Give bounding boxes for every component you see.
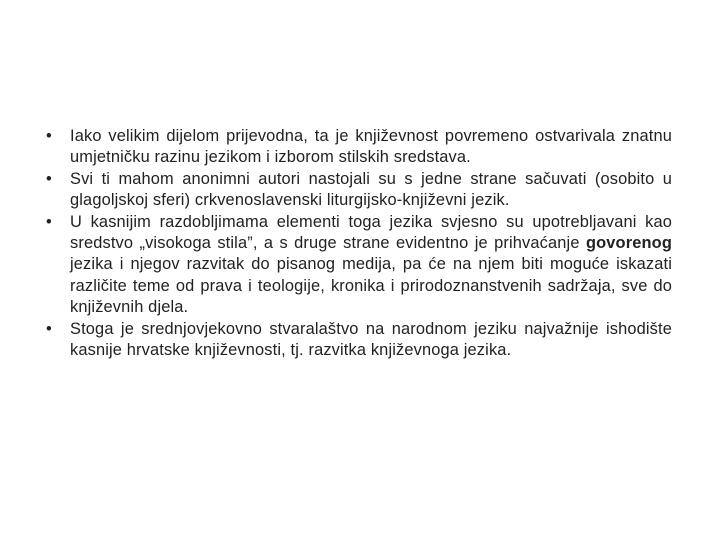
bullet-item bbox=[46, 169, 672, 212]
bullet-text-after: jezika i njegov razvitak do pisanog medija, pa će na njem biti moguće iskazati različite teme od prava i teologije, kronika i prirodoznanstvenih sadržaja, sve do književnih djela. bbox=[70, 255, 672, 317]
slide-content bbox=[46, 126, 672, 361]
bullet-text: Stoga je srednjovjekovno stvaralaštvo na narodnom jeziku najvažnije ishodište kasnije hrvatske književnosti, tj. razvitka književnoga jezika. bbox=[70, 319, 672, 360]
bullet-icon: • bbox=[46, 319, 52, 338]
bullet-item bbox=[46, 212, 672, 319]
bullet-icon: • bbox=[46, 169, 52, 188]
bullet-list bbox=[46, 126, 672, 361]
bullet-text-bold: govorenog bbox=[585, 234, 672, 253]
bullet-text: Iako velikim dijelom prijevodna, ta je književnost povremeno ostvarivala znatnu umjetničku razinu jezikom i izborom stilskih sredstava. bbox=[70, 127, 672, 167]
bullet-text-before: U kasnijim razdobljimama elementi toga jezika svjesno su upotrebljavani kao sredstvo „visokoga stila”, a s druge strane evidentno je prihvaćanje bbox=[70, 212, 672, 253]
bullet-text: Svi ti mahom anonimni autori nastojali su s jedne strane sačuvati (osobito u glagoljskoj sferi) crkvenoslavenski liturgijsko-književni jezik. bbox=[70, 169, 672, 210]
bullet-icon: • bbox=[46, 212, 52, 231]
bullet-item bbox=[46, 319, 672, 362]
bullet-icon: • bbox=[46, 127, 52, 145]
bullet-item bbox=[46, 126, 672, 169]
